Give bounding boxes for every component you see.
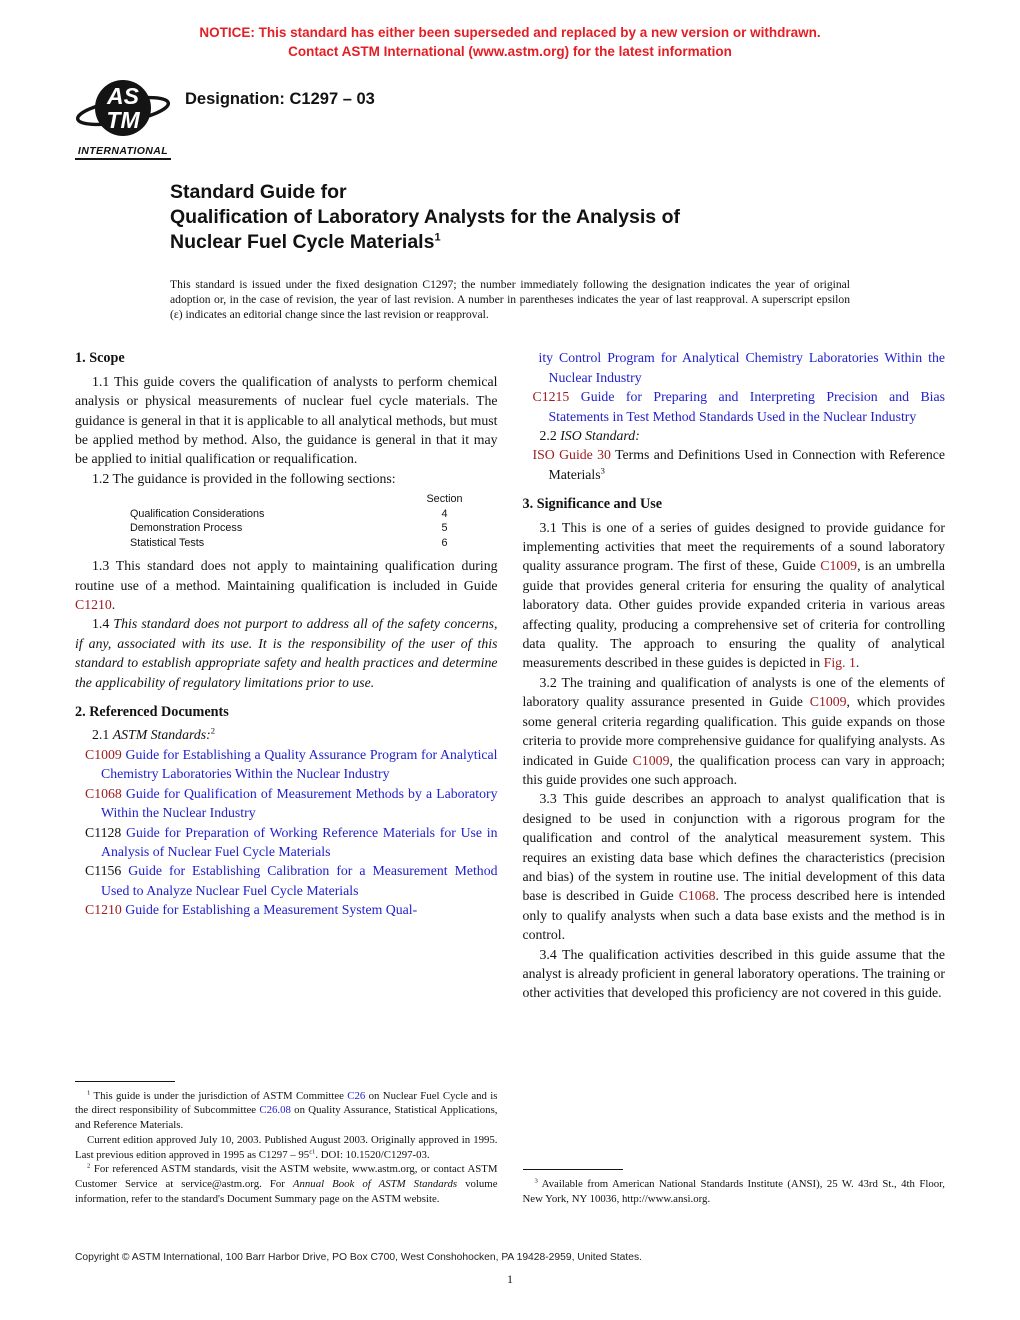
text-run: on Nuclear Fuel Cycle and is the direct responsibility of Subcommittee — [75, 1089, 498, 1117]
section-heading — [75, 703, 498, 722]
supersession-notice — [75, 0, 945, 62]
text-run: 3.1 This is one of a series of guides designed to provide guidance for implementing activities that meet the requirements of a sound laboratory quality assurance program. The first of these, Guide — [522, 519, 945, 574]
left-column — [75, 348, 498, 1206]
text-run: 3.4 The qualification activities described in this guide assume that the analyst is already proficient in general laboratory operations. The training or other activities that developed this proficiency are not covered in this guide. — [522, 946, 945, 1001]
standard-link[interactable]: ISO Guide 30 — [532, 447, 611, 463]
standard-link[interactable]: Fig. 1 — [823, 655, 856, 671]
body-paragraph — [523, 673, 946, 789]
body-paragraph — [75, 372, 498, 469]
body-paragraph — [75, 469, 498, 488]
standard-link[interactable]: C1009 — [85, 746, 122, 762]
table-row — [130, 536, 480, 551]
superscript: 3 — [534, 1177, 538, 1185]
footnote-text — [75, 1133, 498, 1162]
text-run: 3.2 The training and qualification of analysts is one of the elements of laboratory quality assurance presented in Guide — [522, 674, 945, 710]
superscript: ε1 — [309, 1147, 316, 1155]
left-column-content — [75, 348, 498, 919]
notice-line2: Contact ASTM International (www.astm.org) for the latest information — [288, 43, 732, 59]
footnote-text — [75, 1162, 498, 1206]
table-cell-name: Demonstration Process — [130, 522, 243, 535]
text-run: C1128 — [85, 824, 122, 840]
footnote-text — [75, 1089, 498, 1133]
right-footnote-block — [523, 1169, 946, 1206]
text-run: 1.1 This guide covers the qualification of analysts to perform chemical analysis or physical measurements of nuclear fuel cycle materials. The guidance is general in that it is applicable to all analytical methods, but must be applied method by method. Also, the guidance is general in that it may be applied to initial qualification or requalification. — [75, 373, 498, 467]
sections-table — [130, 492, 480, 550]
text-run: , is an umbrella guide that provides general criteria for ensuring the quality of analytical laboratory data. Other guides provide expanded criteria in various areas affecting quality, producing a comprehensive set of criteria for controlling data quality. The approach to ensuring the quality of analytical measurements described in these guides is depicted in — [522, 558, 945, 671]
footnote-rule — [75, 1081, 175, 1082]
standard-link[interactable]: C1009 — [820, 558, 858, 574]
notice-line1: NOTICE: This standard has either been superseded and replaced by a new version or withdrawn. — [199, 25, 821, 40]
standard-link[interactable]: C1068 — [85, 785, 122, 801]
text-run: on Quality Assurance, Statistical Applications, and Reference Materials. — [75, 1104, 498, 1132]
standard-link[interactable]: C1215 — [532, 389, 570, 405]
table-cell-section: 4 — [441, 507, 448, 520]
logo-letters-top: AS — [107, 82, 139, 109]
text-run: . — [111, 597, 116, 613]
standard-link[interactable]: ity Control Program for Analytical Chemistry Laboratories Within the Nuclear Industry — [538, 350, 945, 385]
text-run: 2. Referenced Documents — [75, 704, 229, 721]
body-paragraph — [75, 614, 498, 692]
text-run: , which provides some general criteria regarding qualification. This guide expands on those criteria to provide more comprehensive guidance for qualifying analysts. As indicated in Guide — [522, 694, 945, 768]
reference-entry — [523, 387, 946, 426]
title-line3 — [170, 230, 945, 255]
text-run: 3. Significance and Use — [522, 496, 663, 513]
footnote-rule — [523, 1169, 623, 1170]
standard-link[interactable]: Guide for Preparing and Interpreting Precision and Bias Statements in Test Method Standards Used in the Nuclear Industry — [548, 389, 945, 424]
reference-entry — [75, 861, 498, 900]
left-footnote-block — [75, 1081, 498, 1207]
astm-globe-icon — [75, 78, 171, 140]
reference-entry — [75, 900, 498, 919]
table-cell-name: Statistical Tests — [130, 536, 205, 549]
standard-link[interactable]: C26.08 — [259, 1104, 291, 1117]
text-run: . DOI: 10.1520/C1297-03. — [315, 1148, 430, 1161]
text-run: ISO Standard: — [560, 428, 640, 444]
text-run: 2.2 — [539, 428, 561, 444]
text-run: For referenced ASTM standards, visit the ASTM website, www.astm.org, or contact ASTM Customer Service at service@astm.org. For — [75, 1163, 498, 1190]
standard-link[interactable]: Guide for Preparation of Working Reference Materials for Use in Analysis of Nuclear Fuel Cycle Materials — [101, 824, 498, 859]
reference-continuation — [523, 348, 946, 387]
table-row — [130, 507, 480, 522]
text-run: Annual Book of ASTM Standards — [292, 1177, 458, 1190]
text-run: volume information, refer to the standard's Document Summary page on the ASTM website. — [75, 1177, 498, 1205]
title-line1: Standard Guide for — [170, 180, 347, 203]
text-run: 1.3 This standard does not apply to maintaining qualification during routine use of a method. Maintaining qualification is included in Guide — [75, 558, 498, 593]
table-cell-name: Qualification Considerations — [130, 507, 265, 520]
standard-link[interactable]: C1009 — [809, 694, 847, 710]
standard-link[interactable]: C1068 — [678, 888, 716, 904]
body-paragraph — [75, 725, 498, 744]
reference-entry — [75, 823, 498, 862]
left-footnotes — [75, 1089, 498, 1207]
issue-note: This standard is issued under the fixed designation C1297; the number immediately following the designation indicates the year of original adoption or, in the case of revision, the year of last revision. A number in parentheses indicates the year of last reapproval. A superscript epsilon (ε) indicates an editorial change since the last revision or reapproval. — [170, 277, 850, 322]
standard-link[interactable]: Guide for Establishing Calibration for a Measurement Method Used to Analyze Nuclear Fuel Cycle Materials — [101, 863, 498, 898]
standard-link[interactable]: Guide for Establishing a Quality Assurance Program for Analytical Chemistry Laboratories Within the Nuclear Industry — [101, 746, 498, 782]
superscript: 2 — [87, 1162, 91, 1170]
right-footnotes — [523, 1177, 946, 1206]
section-heading — [523, 495, 946, 514]
table-header-spacer — [130, 492, 410, 507]
title-footnote-marker: 1 — [434, 231, 441, 244]
reference-entry — [75, 745, 498, 784]
document-header — [75, 78, 945, 160]
text-run: 1. Scope — [75, 350, 125, 367]
text-run: 1.4 — [92, 616, 114, 632]
page-number: 1 — [507, 1272, 513, 1287]
superscript: 2 — [210, 725, 215, 736]
document-title — [170, 180, 945, 255]
body-paragraph — [75, 556, 498, 614]
standard-link[interactable]: C1210 — [85, 902, 122, 918]
standard-link[interactable]: Guide for Qualification of Measurement Methods by a Laboratory Within the Nuclear Industry — [101, 785, 498, 821]
section-heading — [75, 349, 498, 368]
text-run: Current edition approved July 10, 2003. Published August 2003. Originally approved in 1995. Last previous edition approved in 1995 as C1297 – 95 — [75, 1133, 498, 1161]
text-run: This standard does not purport to address all of the safety concerns, if any, associated with its use. It is the responsibility of the user of this standard to establish appropriate safety and health practices and determine the applicability of regulatory limitations prior to use. — [75, 616, 498, 690]
title-line3-text: Nuclear Fuel Cycle Materials — [170, 230, 435, 253]
reference-entry — [75, 784, 498, 823]
title-line2: Qualification of Laboratory Analysts for the Analysis of — [170, 205, 680, 228]
body-paragraph — [523, 789, 946, 944]
superscript: 3 — [600, 465, 605, 476]
text-run: ASTM Standards: — [112, 727, 211, 743]
standard-link[interactable]: C1210 — [75, 597, 112, 613]
reference-entry — [523, 445, 946, 484]
copyright-line: Copyright © ASTM International, 100 Barr Harbor Drive, PO Box C700, West Conshohocken, PA 19428-2959, United States. — [75, 1252, 642, 1264]
table-row — [130, 521, 480, 536]
superscript: 1 — [87, 1089, 91, 1097]
table-cell-section: 5 — [441, 522, 448, 535]
footnote-text — [523, 1177, 946, 1206]
text-run: 3.3 This guide describes an approach to analyst qualification that is designed to be used in conjunction with a rigorous program for the qualification and control of the analytical measurement system. This requires an existing data base which defines the characteristics (precision and bias) of the system in routine use. The initial development of this data base is described in Guide — [522, 791, 945, 904]
text-run: C1156 — [85, 863, 122, 879]
text-run: Terms and Definitions Used in Connection with Reference Materials — [548, 447, 945, 482]
logo-letters-bottom: TM — [106, 106, 140, 133]
text-run: , the qualification process can vary in approach; this guide provides one such approach. — [522, 752, 945, 787]
body-paragraph — [523, 426, 946, 445]
body-paragraph — [523, 945, 946, 1003]
standard-link[interactable]: C26 — [347, 1089, 366, 1102]
text-run: . The process described here is intended only to qualify analysts when such a data base exists and the method is in control. — [522, 888, 945, 943]
body-columns — [75, 348, 945, 1206]
standard-link[interactable]: Guide for Establishing a Measurement System Qual- — [125, 902, 418, 918]
text-run: . — [855, 655, 860, 671]
text-run: 2.1 — [92, 727, 113, 743]
designation: Designation: C1297 – 03 — [185, 89, 375, 108]
table-cell-section: 6 — [441, 536, 448, 549]
right-column-content — [523, 348, 946, 1002]
astm-logo — [75, 78, 171, 160]
text-run: 1.2 The guidance is provided in the following sections: — [92, 470, 396, 486]
text-run — [569, 389, 580, 404]
body-paragraph — [523, 518, 946, 673]
text-run: Available from American National Standards Institute (ANSI), 25 W. 43rd St., 4th Floor, New York, NY 10036, http://www.ansi.org. — [522, 1177, 945, 1205]
text-run: This guide is under the jurisdiction of ASTM Committee — [90, 1089, 348, 1102]
right-column — [523, 348, 946, 1206]
sections-table-header — [130, 492, 480, 507]
logo-international-label: INTERNATIONAL — [75, 145, 171, 160]
table-header-section: Section — [426, 493, 463, 506]
standard-link[interactable]: C1009 — [632, 752, 670, 768]
